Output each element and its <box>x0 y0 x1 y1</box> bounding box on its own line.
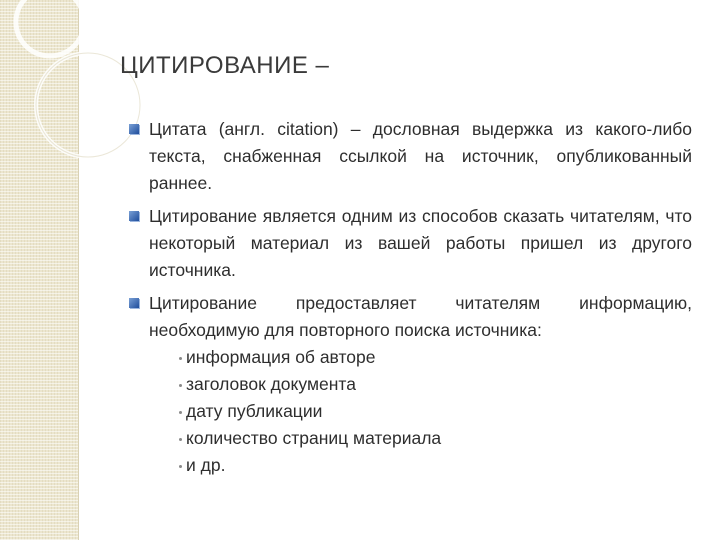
dot-bullet-icon <box>179 357 182 360</box>
bullet-item <box>127 203 692 284</box>
sub-item-text: количество страниц материала <box>186 428 442 448</box>
sub-item-text: заголовок документа <box>186 374 356 394</box>
bullet-text: Цитирование предоставляет читателям информацию, необходимую для повторного поиска источника: <box>149 293 692 340</box>
sub-list-item <box>179 452 692 479</box>
square-bullet-icon <box>129 211 139 221</box>
slide-content <box>127 116 692 485</box>
dot-bullet-icon <box>179 438 182 441</box>
square-bullet-icon <box>129 298 139 308</box>
bullet-item <box>127 116 692 197</box>
bullet-text: Цитата (англ. citation) – дословная выдержка из какого-либо текста, снабженная ссылкой на источник, опубликованный раннее. <box>149 119 692 193</box>
dot-bullet-icon <box>179 465 182 468</box>
square-bullet-icon <box>129 124 139 134</box>
sub-list <box>149 344 692 479</box>
sub-list-item <box>179 344 692 371</box>
bullet-text: Цитирование является одним из способов сказать читателям, что некоторый материал из вашей работы пришел из другого источника. <box>149 206 692 280</box>
slide-title: ЦИТИРОВАНИЕ – <box>120 52 330 79</box>
bullet-item <box>127 290 692 479</box>
sub-list-item <box>179 371 692 398</box>
sub-item-text: и др. <box>186 455 226 475</box>
dot-bullet-icon <box>179 384 182 387</box>
sub-item-text: дату публикации <box>186 401 323 421</box>
sub-list-item <box>179 425 692 452</box>
sub-list-item <box>179 398 692 425</box>
dot-bullet-icon <box>179 411 182 414</box>
sub-item-text: информация об авторе <box>186 347 376 367</box>
